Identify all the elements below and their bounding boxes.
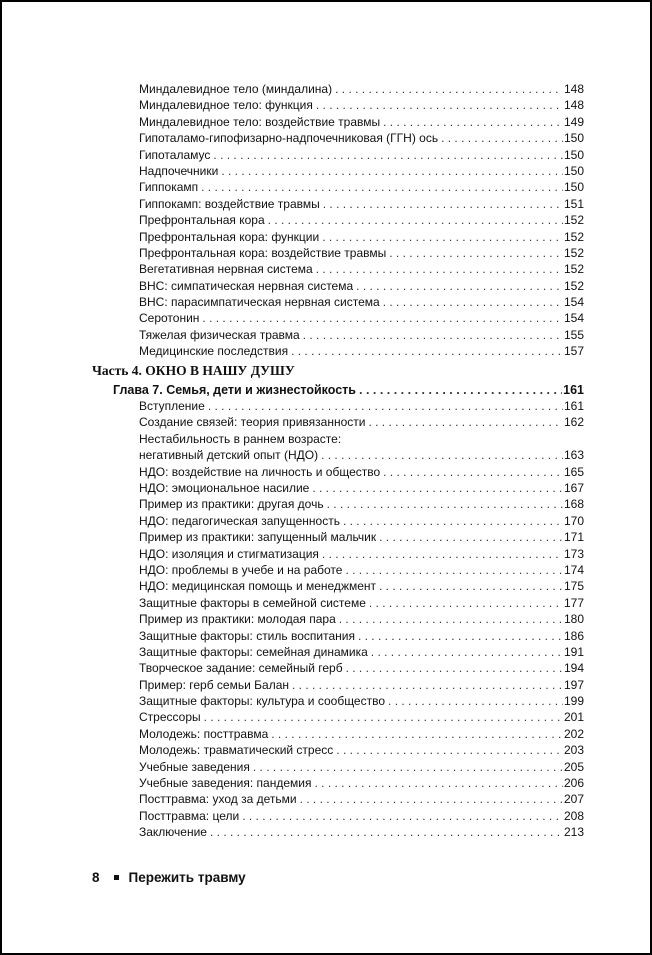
toc-entry [92,261,584,277]
toc-entry [92,447,584,463]
toc-entry-title: Защитные факторы в семейной системе [139,595,366,610]
toc-entry-page: 165 [563,464,584,479]
toc-entry-page: 203 [563,743,584,758]
toc-entry [92,595,584,611]
leader-dots [314,775,562,791]
toc-entry-title: Заключение [139,825,207,840]
toc-entry-page: 152 [563,213,584,228]
leader-dots [379,529,563,545]
toc-entry [92,496,584,512]
toc-entry [92,775,584,791]
toc-entry-page: 177 [563,595,584,610]
toc-entry-title: Пример из практики: молодая пара [139,612,336,627]
leader-dots [343,513,563,529]
leader-dots [327,496,563,512]
toc-entry [92,759,584,775]
leader-dots [388,693,563,709]
leader-dots [271,726,563,742]
toc-entry [92,742,584,758]
toc-entry-page: 197 [563,677,584,692]
toc-entry-title: Миндалевидное тело (миндалина) [139,82,333,96]
toc-entry-title: Защитные факторы: семейная динамика [139,644,368,659]
leader-dots [383,114,563,130]
toc-entry [92,578,584,594]
leader-dots [202,310,563,326]
leader-dots [379,578,563,594]
chapter-page: 161 [563,382,584,397]
leader-dots [371,644,563,660]
part-heading [92,360,584,382]
leader-dots [383,294,563,310]
toc-entry [92,660,584,676]
leader-dots [441,130,563,146]
toc-entry-title: Надпочечники [139,163,219,178]
leader-dots [242,808,563,824]
toc-entry-page: 213 [563,825,584,840]
toc-entry-page: 161 [563,399,584,414]
leader-dots [335,81,563,97]
toc-entry-page: 199 [563,694,584,709]
toc-entry-title: Пример из практики: другая дочь [139,497,324,512]
bullet-icon [114,875,119,880]
toc-entry-page: 163 [563,448,584,463]
toc-entry-page: 152 [563,278,584,293]
chapter-title: Глава 7. Семья, дети и жизнестойкость [113,382,356,397]
leader-dots [383,464,563,480]
toc-entry [92,431,584,447]
leader-dots [208,398,563,414]
leader-dots [369,595,563,611]
toc-entry-title: Гиппокамп: воздействие травмы [139,196,320,211]
toc-entry-page: 148 [563,82,584,96]
toc-entry-title: Творческое задание: семейный герб [139,661,343,676]
toc-entry-page: 186 [563,628,584,643]
leader-dots [323,196,563,212]
toc-entry-title: Медицинские последствия [139,344,289,359]
toc-entry-title: Защитные факторы: стиль воспитания [139,628,355,643]
toc-entry-title: НДО: воздействие на личность и общество [139,464,381,479]
page-number: 8 [92,870,100,885]
leader-dots [316,97,563,113]
toc-entry [92,693,584,709]
toc-entry-title: ВНС: парасимпатическая нервная система [139,295,380,310]
toc-section-after [92,398,584,841]
toc-entry [92,464,584,480]
toc-entry [92,677,584,693]
leader-dots [339,611,563,627]
leader-dots [322,546,563,562]
toc-entry-page: 152 [563,229,584,244]
toc-entry-page: 152 [563,262,584,277]
toc-entry-title: НДО: медицинская помощь и менеджмент [139,579,377,594]
leader-dots [213,147,563,163]
leader-dots [345,562,563,578]
part-title: Часть 4. ОКНО В НАШУ ДУШУ [92,362,295,378]
toc-entry-page: 150 [563,131,584,146]
toc-entry [92,414,584,430]
toc-entry [92,278,584,294]
toc-entry-title: Стрессоры [139,710,201,725]
toc-entry [92,97,584,113]
toc-entry-page: 152 [563,245,584,260]
leader-dots [368,414,563,430]
leader-dots [204,709,563,725]
toc-entry-title: Учебные заведения [139,759,250,774]
toc-entry-title: Посттравма: цели [139,808,240,823]
leader-dots [358,628,563,644]
toc-entry-page: 207 [563,792,584,807]
toc-entry [92,513,584,529]
toc-entry-title: НДО: изоляция и стигматизация [139,546,319,561]
leader-dots [346,660,563,676]
toc-entry-title: Префронтальная кора [139,213,265,228]
toc-entry-title: Молодежь: посттравма [139,726,269,741]
toc-section-before [92,81,584,360]
toc-entry-title: НДО: проблемы в учебе и на работе [139,562,343,577]
toc-entry [92,212,584,228]
toc-entry-page: 170 [563,513,584,528]
toc-entry-page: 151 [563,196,584,211]
leader-dots [268,212,563,228]
toc-entry-title: Миндалевидное тело: воздействие травмы [139,114,381,129]
toc-entry-page: 150 [563,163,584,178]
toc-entry-page: 150 [563,147,584,162]
leader-dots [312,480,563,496]
toc-entry-page: 155 [563,327,584,342]
toc-entry-title: Миндалевидное тело: функция [139,98,313,113]
toc-entry-page: 150 [563,180,584,195]
toc-entry [92,147,584,163]
chapter-heading [92,382,584,398]
toc-entry-page: 157 [563,344,584,359]
toc-entry [92,709,584,725]
leader-dots [210,824,563,840]
page-footer [92,870,246,885]
toc-entry-title: Гипоталамо-гипофизарно-надпочечниковая (ГГН) ось [139,131,439,146]
toc-entry [92,130,584,146]
toc-entry-page: 206 [563,776,584,791]
toc-entry-page: 208 [563,808,584,823]
toc-entry [92,791,584,807]
leader-dots [336,742,563,758]
toc-entry-title: Вегетативная нервная система [139,262,313,277]
toc-entry-title: негативный детский опыт (НДО) [139,448,319,463]
toc-entry [92,229,584,245]
toc-entry [92,163,584,179]
toc-entry [92,824,584,840]
toc-entry-page: 205 [563,759,584,774]
toc-entry [92,114,584,130]
leader-dots [322,229,563,245]
toc-entry-page: 168 [563,497,584,512]
leader-dots [201,179,563,195]
toc-entry [92,343,584,359]
toc-entry-title: Нестабильность в раннем возрасте: [139,431,342,446]
toc-entry [92,310,584,326]
toc-entry-page: 148 [563,98,584,113]
toc-entry-page: 154 [563,295,584,310]
leader-dots [303,327,563,343]
toc-entry [92,726,584,742]
toc-entry-title: Пример: герб семьи Балан [139,677,289,692]
toc-entry-title: Защитные факторы: культура и сообщество [139,694,386,709]
toc-entry [92,611,584,627]
toc-entry [92,562,584,578]
book-title: Пережить травму [128,870,246,885]
toc-entry-page: 175 [563,579,584,594]
toc-entry-page: 162 [563,415,584,430]
leader-dots [316,261,563,277]
toc-entry-title: Посттравма: уход за детьми [139,792,297,807]
toc-entry-page: 171 [563,530,584,545]
toc-entry-title: Гипоталамус [139,147,211,162]
toc-entry [92,628,584,644]
toc-entry-title: Префронтальная кора: воздействие травмы [139,245,387,260]
toc-entry-page: 201 [563,710,584,725]
table-of-contents [92,81,584,841]
toc-entry-title: ВНС: симпатическая нервная система [139,278,354,293]
toc-entry [92,196,584,212]
toc-entry [92,529,584,545]
toc-entry-page: 202 [563,726,584,741]
toc-entry-page: 191 [563,644,584,659]
toc-entry [92,808,584,824]
toc-entry [92,179,584,195]
leader-dots [291,343,563,359]
toc-entry-page: 194 [563,661,584,676]
toc-entry-page: 180 [563,612,584,627]
toc-entry-page: 149 [563,114,584,129]
toc-entry-title: Создание связей: теория привязанности [139,415,366,430]
toc-entry [92,644,584,660]
toc-entry-title: Серотонин [139,311,200,326]
toc-entry [92,546,584,562]
leader-dots [253,759,563,775]
toc-entry-page: 173 [563,546,584,561]
toc-entry-page: 154 [563,311,584,326]
leader-dots [359,382,562,398]
toc-entry-title: Тяжелая физическая травма [139,327,300,342]
toc-entry-title: Гиппокамп [139,180,199,195]
toc-entry [92,480,584,496]
toc-entry [92,294,584,310]
toc-entry-title: НДО: педагогическая запущенность [139,513,340,528]
leader-dots [389,245,563,261]
leader-dots [292,677,563,693]
toc-entry-title: НДО: эмоциональное насилие [139,480,310,495]
toc-entry [92,81,584,97]
toc-entry [92,327,584,343]
toc-entry-title: Префронтальная кора: функции [139,229,320,244]
toc-entry-title: Молодежь: травматический стресс [139,743,334,758]
toc-entry-page: 167 [563,480,584,495]
toc-entry [92,245,584,261]
leader-dots [300,791,563,807]
toc-entry-page: 174 [563,562,584,577]
toc-entry-title: Учебные заведения: пандемия [139,776,312,791]
leader-dots [321,447,563,463]
toc-entry-title: Пример из практики: запущенный мальчик [139,530,377,545]
leader-dots [356,278,563,294]
toc-entry-title: Вступление [139,399,205,414]
toc-entry [92,398,584,414]
leader-dots [221,163,563,179]
